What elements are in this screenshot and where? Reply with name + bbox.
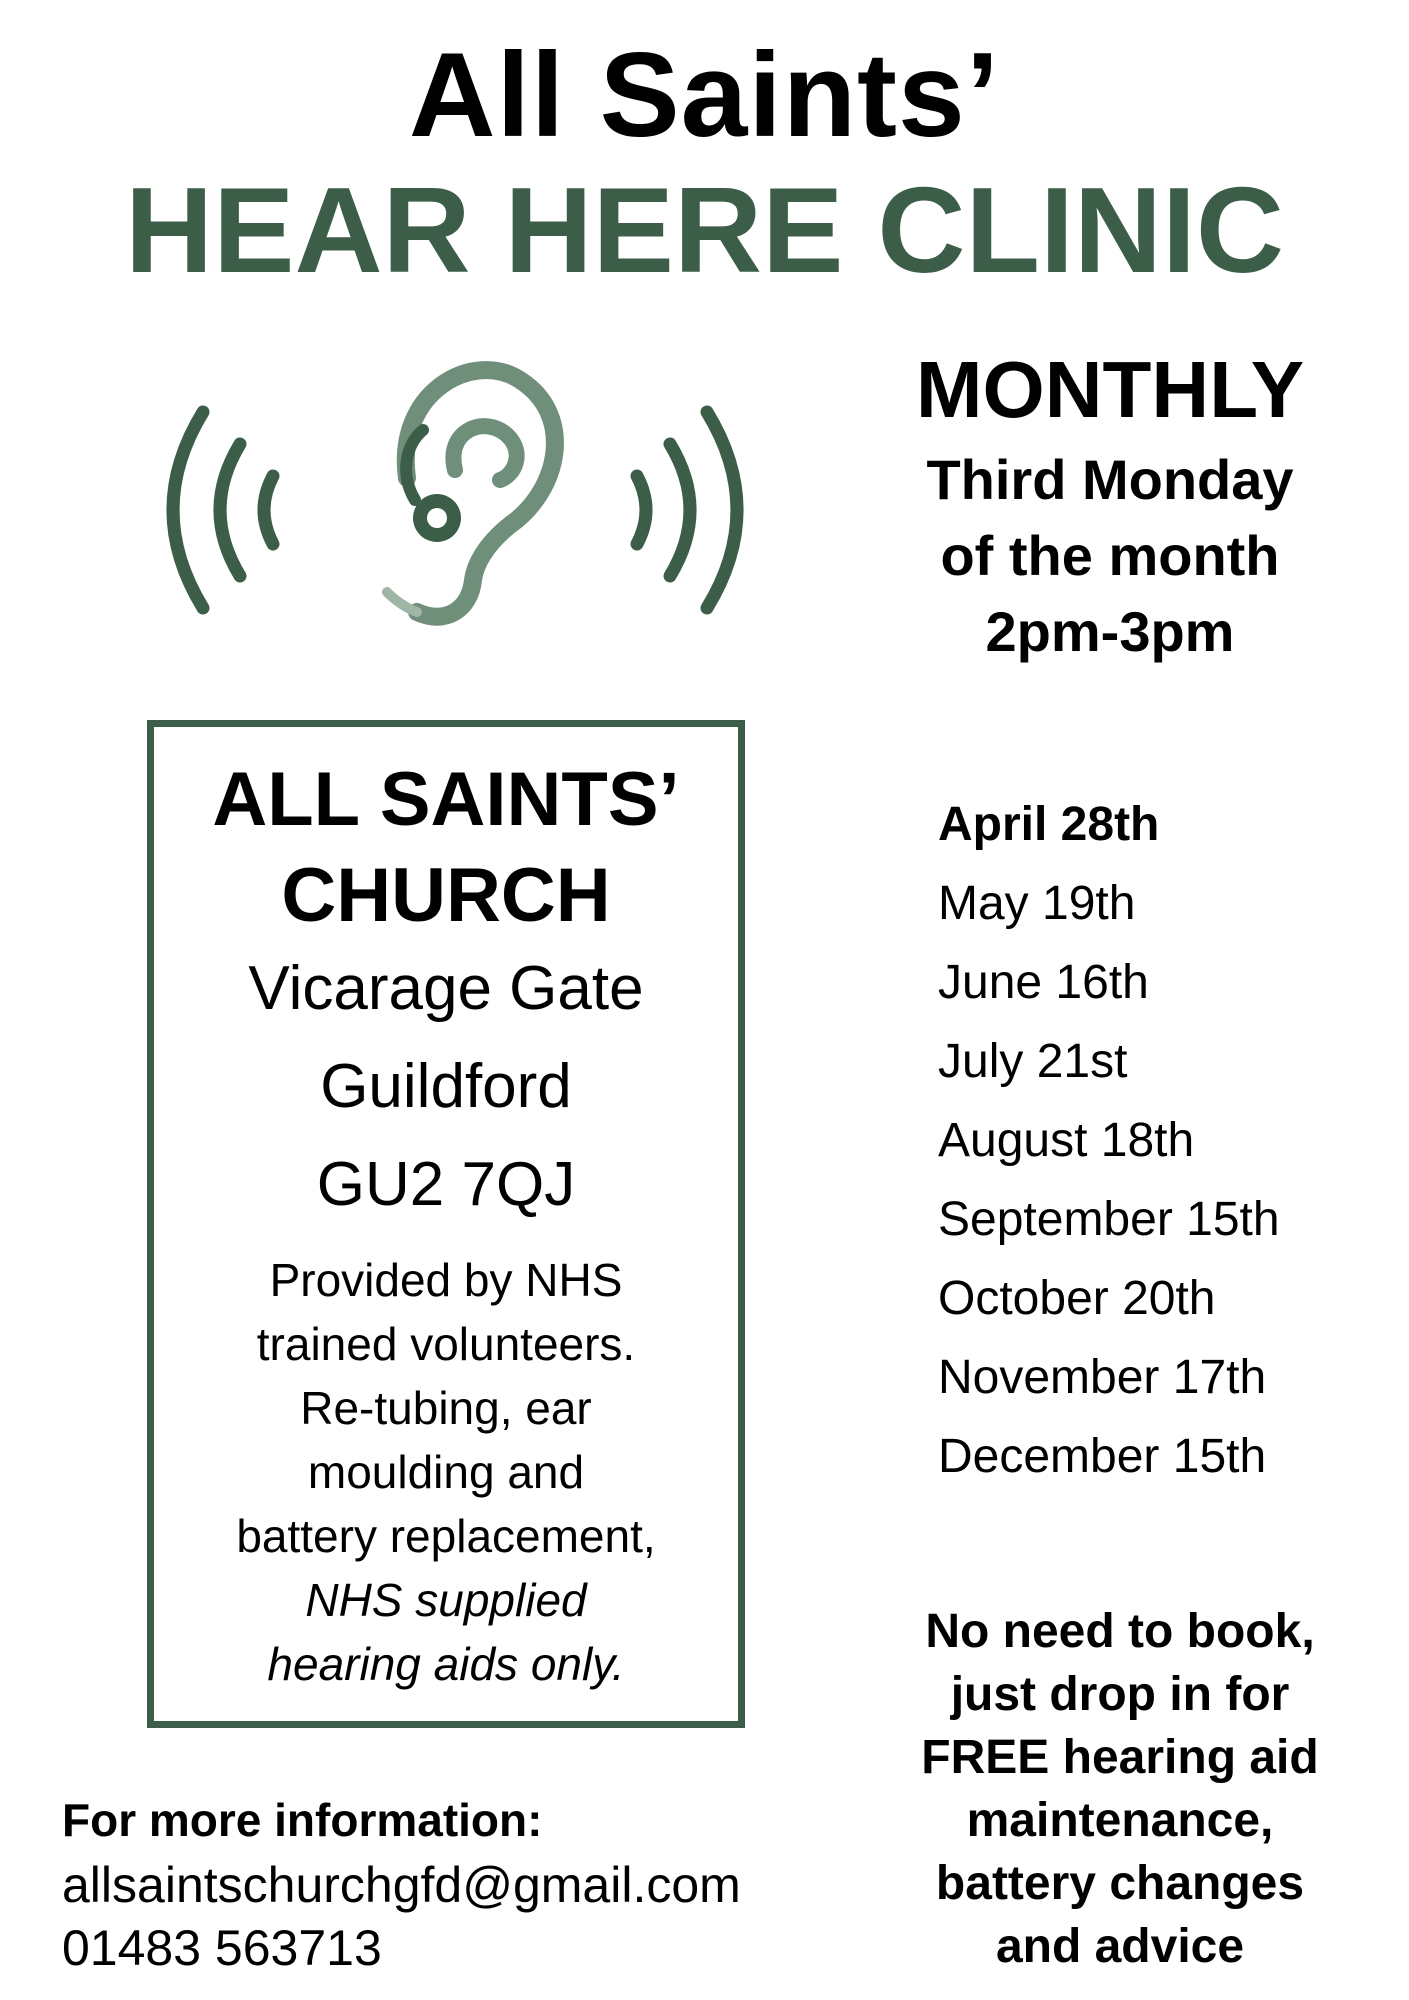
right-wave-outer [707, 412, 737, 608]
left-wave-inner [264, 476, 273, 544]
description-line: trained volunteers. [256, 1318, 636, 1370]
left-wave-outer [173, 412, 203, 608]
date-item: October 20th [938, 1272, 1216, 1325]
schedule-line-1: Third Monday [926, 448, 1294, 511]
date-item: September 15th [938, 1193, 1280, 1246]
drop-in-line: just drop in for [950, 1668, 1290, 1721]
drop-in-line: and advice [995, 1920, 1245, 1973]
description-line: moulding and [307, 1446, 585, 1498]
frequency-heading: MONTHLY [915, 345, 1305, 434]
dates-list [938, 785, 1378, 1496]
schedule-line-2: of the month [940, 524, 1280, 587]
description-line: Re-tubing, ear [300, 1382, 592, 1434]
ear-icon [387, 370, 555, 617]
right-wave-inner [637, 476, 646, 544]
drop-in-line: FREE hearing aid [921, 1731, 1319, 1784]
drop-in-line: No need to book, [925, 1605, 1315, 1658]
venue-name [147, 752, 745, 944]
drop-in-notice [880, 1600, 1360, 1978]
address-street: Vicarage Gate [248, 954, 644, 1023]
contact-heading: For more information: [62, 1794, 543, 1846]
schedule-time: 2pm-3pm [985, 600, 1235, 663]
description-line: Provided by NHS [269, 1254, 623, 1306]
contact-phone[interactable]: 01483 563713 [62, 1920, 382, 1976]
schedule-block [870, 442, 1350, 670]
description-line: battery replacement, [236, 1510, 656, 1562]
venue-name-line-2: CHURCH [281, 853, 611, 938]
clinic-name: HEAR HERE CLINIC [124, 162, 1285, 298]
left-wave-middle [220, 444, 240, 576]
ear-with-sound-waves-icon [155, 360, 755, 660]
description-note-line: NHS supplied [305, 1574, 587, 1626]
date-item: November 17th [938, 1351, 1267, 1404]
date-item: December 15th [938, 1430, 1267, 1483]
venue-name-line-1: ALL SAINTS’ [212, 757, 680, 842]
page-title: All Saints’ [408, 28, 1001, 162]
date-item: April 28th [938, 798, 1160, 851]
date-item: May 19th [938, 877, 1136, 930]
address-postcode: GU2 7QJ [316, 1150, 576, 1219]
contact-email[interactable]: allsaintschurchgfd@gmail.com [62, 1857, 741, 1913]
right-wave-middle [670, 444, 690, 576]
drop-in-line: battery changes [935, 1857, 1305, 1910]
date-item: June 16th [938, 956, 1149, 1009]
date-item: August 18th [938, 1114, 1195, 1167]
date-item: July 21st [938, 1035, 1128, 1088]
address-town: Guildford [320, 1052, 572, 1121]
drop-in-line: maintenance, [966, 1794, 1274, 1847]
venue-address [147, 940, 745, 1234]
service-description [147, 1248, 745, 1696]
description-note-line: hearing aids only. [267, 1638, 625, 1690]
